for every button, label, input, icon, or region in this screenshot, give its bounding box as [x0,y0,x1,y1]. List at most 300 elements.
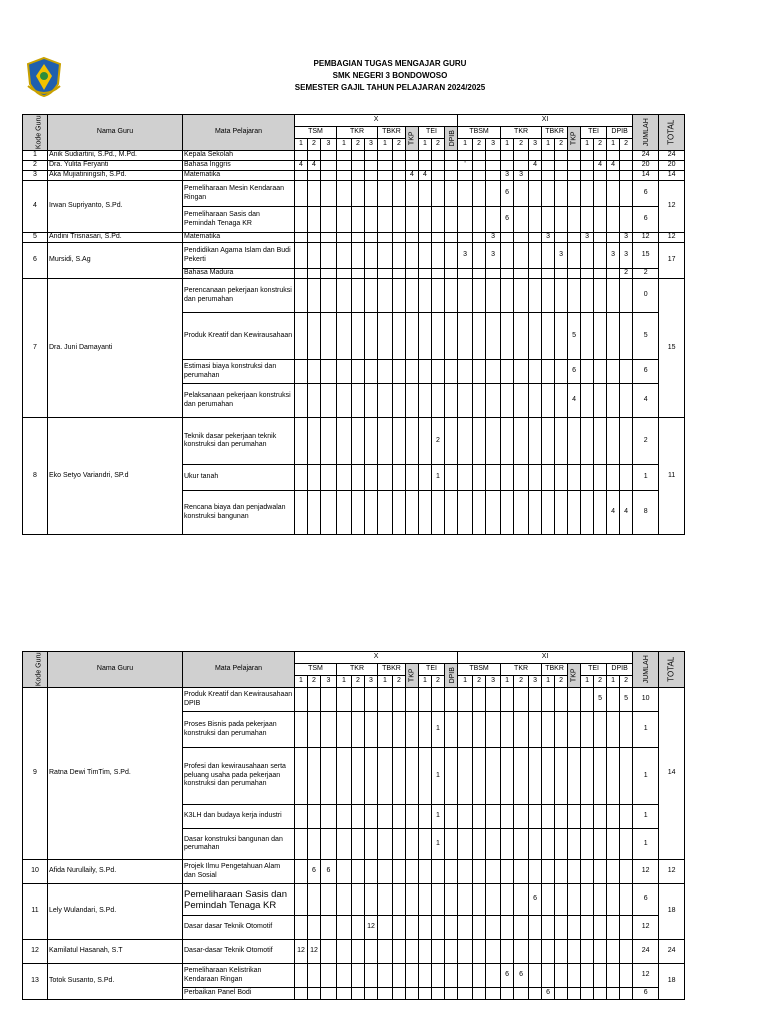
hours-cell [581,988,594,1000]
hours-cell: 6 [321,860,337,884]
hours-cell: 2 [620,269,633,279]
hours-cell [365,171,378,181]
hours-cell [321,207,337,233]
hours-cell [607,964,620,988]
hours-cell [378,360,393,384]
hours-cell [486,491,501,535]
hours-cell [308,688,321,712]
hours-cell [529,233,542,243]
program-header: TKR [501,664,542,676]
hours-cell [486,829,501,860]
hours-cell [295,465,308,491]
hours-cell: 3 [486,243,501,269]
hours-cell: 3 [555,243,568,269]
hours-cell [321,988,337,1000]
hours-cell [378,748,393,805]
class-number-header: 1 [295,676,308,688]
nama-guru-cell: Anik Sudiartini, S.Pd., M.Pd. [48,151,183,161]
hours-cell [393,269,406,279]
hours-cell [308,151,321,161]
mata-pelajaran-cell: K3LH dan budaya kerja industri [183,805,295,829]
hours-cell [365,688,378,712]
hours-cell [406,384,419,418]
hours-cell [393,884,406,916]
hours-cell [529,243,542,269]
hours-cell [458,279,473,313]
mata-pelajaran-cell: Pelaksanaan pekerjaan konstruksi dan perumahan [183,384,295,418]
hours-cell [321,279,337,313]
hours-cell [365,279,378,313]
hours-cell [432,491,445,535]
hours-cell [393,712,406,748]
hours-cell [486,313,501,360]
hours-cell [352,688,365,712]
hours-cell [445,884,458,916]
hours-cell [594,171,607,181]
hours-cell [555,313,568,360]
hours-cell [378,829,393,860]
hours-cell [308,964,321,988]
hours-cell: 3 [607,243,620,269]
hours-cell [542,207,555,233]
hours-cell [486,279,501,313]
hours-cell [594,964,607,988]
hours-cell [406,491,419,535]
hours-cell [419,360,432,384]
hours-cell [352,916,365,940]
hours-cell [393,171,406,181]
hours-cell [406,233,419,243]
hours-cell [473,360,486,384]
hours-cell [568,964,581,988]
hours-cell [321,940,337,964]
jumlah-cell: 1 [633,748,659,805]
hours-cell [501,491,514,535]
class-number-header: 2 [393,139,406,151]
hours-cell [501,748,514,805]
hours-cell [529,748,542,805]
hours-cell [529,360,542,384]
hours-cell [432,279,445,313]
hours-cell [365,829,378,860]
hours-cell [308,233,321,243]
hours-cell [393,207,406,233]
hours-cell [594,940,607,964]
mata-pelajaran-cell: Teknik dasar pekerjaan teknik konstruksi dan perumahan [183,418,295,465]
grade-xi-header: XI [458,115,633,127]
total-cell: 18 [659,884,685,940]
kode-guru-cell: 10 [23,860,48,884]
hours-cell [445,279,458,313]
hours-cell [321,418,337,465]
hours-cell [514,860,529,884]
hours-cell [352,279,365,313]
program-header: TEI [419,127,445,139]
hours-cell [406,988,419,1000]
nama-guru-cell: Dra. Juni Damayanti [48,279,183,418]
hours-cell [555,688,568,712]
hours-cell [529,860,542,884]
hours-cell [321,360,337,384]
hours-cell [568,151,581,161]
hours-cell [308,712,321,748]
total-header: TOTAL [659,115,685,151]
hours-cell [445,418,458,465]
hours-cell [445,988,458,1000]
jumlah-cell: 6 [633,207,659,233]
hours-cell [419,313,432,360]
hours-cell [445,748,458,805]
hours-cell: 5 [620,688,633,712]
hours-cell [529,279,542,313]
hours-cell [295,360,308,384]
hours-cell [620,171,633,181]
hours-cell [473,688,486,712]
hours-cell [514,269,529,279]
grade-xi-header: XI [458,652,633,664]
hours-cell: 3 [620,233,633,243]
hours-cell [295,964,308,988]
class-number-header: 2 [514,139,529,151]
program-header: TBSM [458,127,501,139]
hours-cell [486,688,501,712]
hours-cell [432,688,445,712]
jumlah-cell: 12 [633,860,659,884]
jumlah-cell: 20 [633,161,659,171]
hours-cell [337,418,352,465]
hours-cell [337,712,352,748]
table-row [23,233,685,243]
hours-cell [458,384,473,418]
hours-cell [365,491,378,535]
hours-cell [501,360,514,384]
hours-cell [419,243,432,269]
hours-cell [365,964,378,988]
hours-cell [529,269,542,279]
hours-cell [419,940,432,964]
jumlah-cell: 12 [633,916,659,940]
hours-cell [542,884,555,916]
hours-cell [295,688,308,712]
hours-cell [607,151,620,161]
total-header: TOTAL [659,652,685,688]
hours-cell: 3 [542,233,555,243]
hours-cell [581,207,594,233]
hours-cell [406,269,419,279]
hours-cell [393,829,406,860]
mata-pelajaran-cell: Produk Kreatif dan Kewirausahaan DPIB [183,688,295,712]
hours-cell [445,712,458,748]
program-header: TBSM [458,664,501,676]
mata-pelajaran-cell: Proses Bisnis pada pekerjaan konstruksi dan perumahan [183,712,295,748]
hours-cell [337,151,352,161]
hours-cell [308,313,321,360]
hours-cell [393,313,406,360]
hours-cell [594,418,607,465]
hours-cell [352,884,365,916]
hours-cell [378,884,393,916]
hours-cell [352,465,365,491]
hours-cell [365,151,378,161]
hours-cell [432,269,445,279]
hours-cell [542,313,555,360]
hours-cell [594,279,607,313]
hours-cell [473,418,486,465]
hours-cell [295,748,308,805]
hours-cell: 1 [432,829,445,860]
hours-cell [432,171,445,181]
hours-cell [568,279,581,313]
hours-cell [321,269,337,279]
hours-cell [542,860,555,884]
nama-guru-cell: Andini Trisnasari, S.Pd. [48,233,183,243]
hours-cell [378,491,393,535]
hours-cell [607,940,620,964]
hours-cell [406,884,419,916]
hours-cell [458,860,473,884]
class-number-header: 3 [486,139,501,151]
mata-pelajaran-cell: Estimasi biaya konstruksi dan perumahan [183,360,295,384]
class-number-header: 2 [514,676,529,688]
hours-cell [501,418,514,465]
hours-cell [406,207,419,233]
hours-cell [378,940,393,964]
hours-cell [555,988,568,1000]
jumlah-cell: 1 [633,465,659,491]
class-number-header: 2 [555,139,568,151]
hours-cell [473,181,486,207]
grade-x-header: X [295,115,458,127]
hours-cell [445,940,458,964]
hours-cell [581,418,594,465]
hours-cell: ' [458,161,473,171]
hours-cell [419,181,432,207]
kode-guru-cell: 8 [23,418,48,535]
hours-cell [378,233,393,243]
hours-cell [308,279,321,313]
hours-cell [486,151,501,161]
hours-cell [581,313,594,360]
program-header: DPIB [445,664,458,688]
hours-cell [295,805,308,829]
hours-cell [555,233,568,243]
hours-cell [607,384,620,418]
hours-cell [486,171,501,181]
hours-cell [458,491,473,535]
hours-cell [432,964,445,988]
hours-cell: 3 [620,243,633,269]
hours-cell [432,207,445,233]
hours-cell [620,916,633,940]
table-row [23,181,685,207]
hours-cell [514,688,529,712]
hours-cell [352,243,365,269]
hours-cell [473,964,486,988]
hours-cell [529,171,542,181]
hours-cell [620,151,633,161]
hours-cell [501,465,514,491]
hours-cell [337,384,352,418]
class-number-header: 3 [529,139,542,151]
mata-pelajaran-cell: Matematika [183,233,295,243]
hours-cell [393,860,406,884]
hours-cell [445,829,458,860]
hours-cell: 1 [432,712,445,748]
hours-cell: 3 [458,243,473,269]
hours-cell [607,748,620,805]
hours-cell [365,418,378,465]
hours-cell [486,161,501,171]
hours-cell [607,171,620,181]
hours-cell [581,279,594,313]
hours-cell [607,712,620,748]
hours-cell [365,313,378,360]
nama-guru-cell: Mursidi, S.Ag [48,243,183,279]
hours-cell [529,829,542,860]
hours-cell [393,748,406,805]
hours-cell [365,748,378,805]
hours-cell [337,491,352,535]
hours-cell [378,712,393,748]
program-header: TKP [406,664,419,688]
hours-cell [295,384,308,418]
mata-pelajaran-cell: Ukur tanah [183,465,295,491]
hours-cell [308,805,321,829]
hours-cell [581,964,594,988]
hours-cell [365,207,378,233]
hours-cell [419,279,432,313]
hours-cell [378,313,393,360]
hours-cell [458,688,473,712]
hours-cell [393,418,406,465]
hours-cell [581,243,594,269]
hours-cell [321,712,337,748]
hours-cell [378,465,393,491]
hours-cell [501,243,514,269]
hours-cell [620,465,633,491]
hours-cell [378,916,393,940]
kode-guru-cell: 9 [23,688,48,860]
hours-cell [514,384,529,418]
jumlah-cell: 12 [633,233,659,243]
mata-pelajaran-cell: Pemeliharaan Sasis dan Pemindah Tenaga KR [183,884,295,916]
hours-cell [529,384,542,418]
hours-cell [432,313,445,360]
hours-cell [295,313,308,360]
hours-cell [432,988,445,1000]
mata-pelajaran-header: Mata Pelajaran [183,652,295,688]
hours-cell [514,181,529,207]
hours-cell [365,712,378,748]
hours-cell [555,360,568,384]
hours-cell [568,269,581,279]
hours-cell [529,207,542,233]
hours-cell [406,916,419,940]
hours-cell [594,243,607,269]
hours-cell [393,243,406,269]
hours-cell [581,161,594,171]
hours-cell [473,829,486,860]
program-header: TSM [295,127,337,139]
hours-cell [501,940,514,964]
hours-cell [308,491,321,535]
hours-cell: 6 [501,964,514,988]
hours-cell [406,465,419,491]
hours-cell [501,916,514,940]
hours-cell [501,151,514,161]
hours-cell [308,243,321,269]
hours-cell [352,233,365,243]
hours-cell [501,313,514,360]
hours-cell [419,207,432,233]
hours-cell [432,940,445,964]
hours-cell [486,384,501,418]
hours-cell [432,181,445,207]
hours-cell [555,279,568,313]
hours-cell [337,233,352,243]
hours-cell [581,712,594,748]
nama-guru-cell: Afida Nurullaily, S.Pd. [48,860,183,884]
kode-guru-header: Kode Guru [23,652,48,688]
hours-cell: 6 [529,884,542,916]
document-title-line-3: SEMESTER GAJIL TAHUN PELAJARAN 2024/2025 [294,83,486,92]
class-number-header: 1 [295,139,308,151]
hours-cell [620,964,633,988]
hours-cell [419,964,432,988]
mata-pelajaran-cell: Kepala Sekolah [183,151,295,161]
hours-cell [542,418,555,465]
hours-cell [352,748,365,805]
hours-cell [406,243,419,269]
hours-cell [581,171,594,181]
hours-cell [337,243,352,269]
hours-cell [406,805,419,829]
hours-cell [295,418,308,465]
hours-cell [473,171,486,181]
hours-cell [594,269,607,279]
hours-cell [607,313,620,360]
hours-cell: 3 [501,171,514,181]
hours-cell [393,805,406,829]
total-cell: 14 [659,171,685,181]
hours-cell [514,491,529,535]
class-number-header: 1 [337,139,352,151]
hours-cell [458,829,473,860]
hours-cell [406,748,419,805]
hours-cell [620,207,633,233]
hours-cell [581,860,594,884]
table-row [23,688,685,712]
mata-pelajaran-cell: Pemeliharaan Kelistrikan Kendaraan Ringan [183,964,295,988]
hours-cell [607,181,620,207]
hours-cell: 4 [295,161,308,171]
hours-cell [529,964,542,988]
hours-cell [607,207,620,233]
hours-cell [555,964,568,988]
hours-cell [620,161,633,171]
hours-cell [542,748,555,805]
hours-cell [458,207,473,233]
hours-cell: 6 [501,207,514,233]
program-header: DPIB [445,127,458,151]
header-row-level [23,652,685,664]
hours-cell [365,181,378,207]
hours-cell [308,418,321,465]
hours-cell [486,418,501,465]
hours-cell [529,418,542,465]
class-number-header: 1 [378,676,393,688]
hours-cell [581,384,594,418]
